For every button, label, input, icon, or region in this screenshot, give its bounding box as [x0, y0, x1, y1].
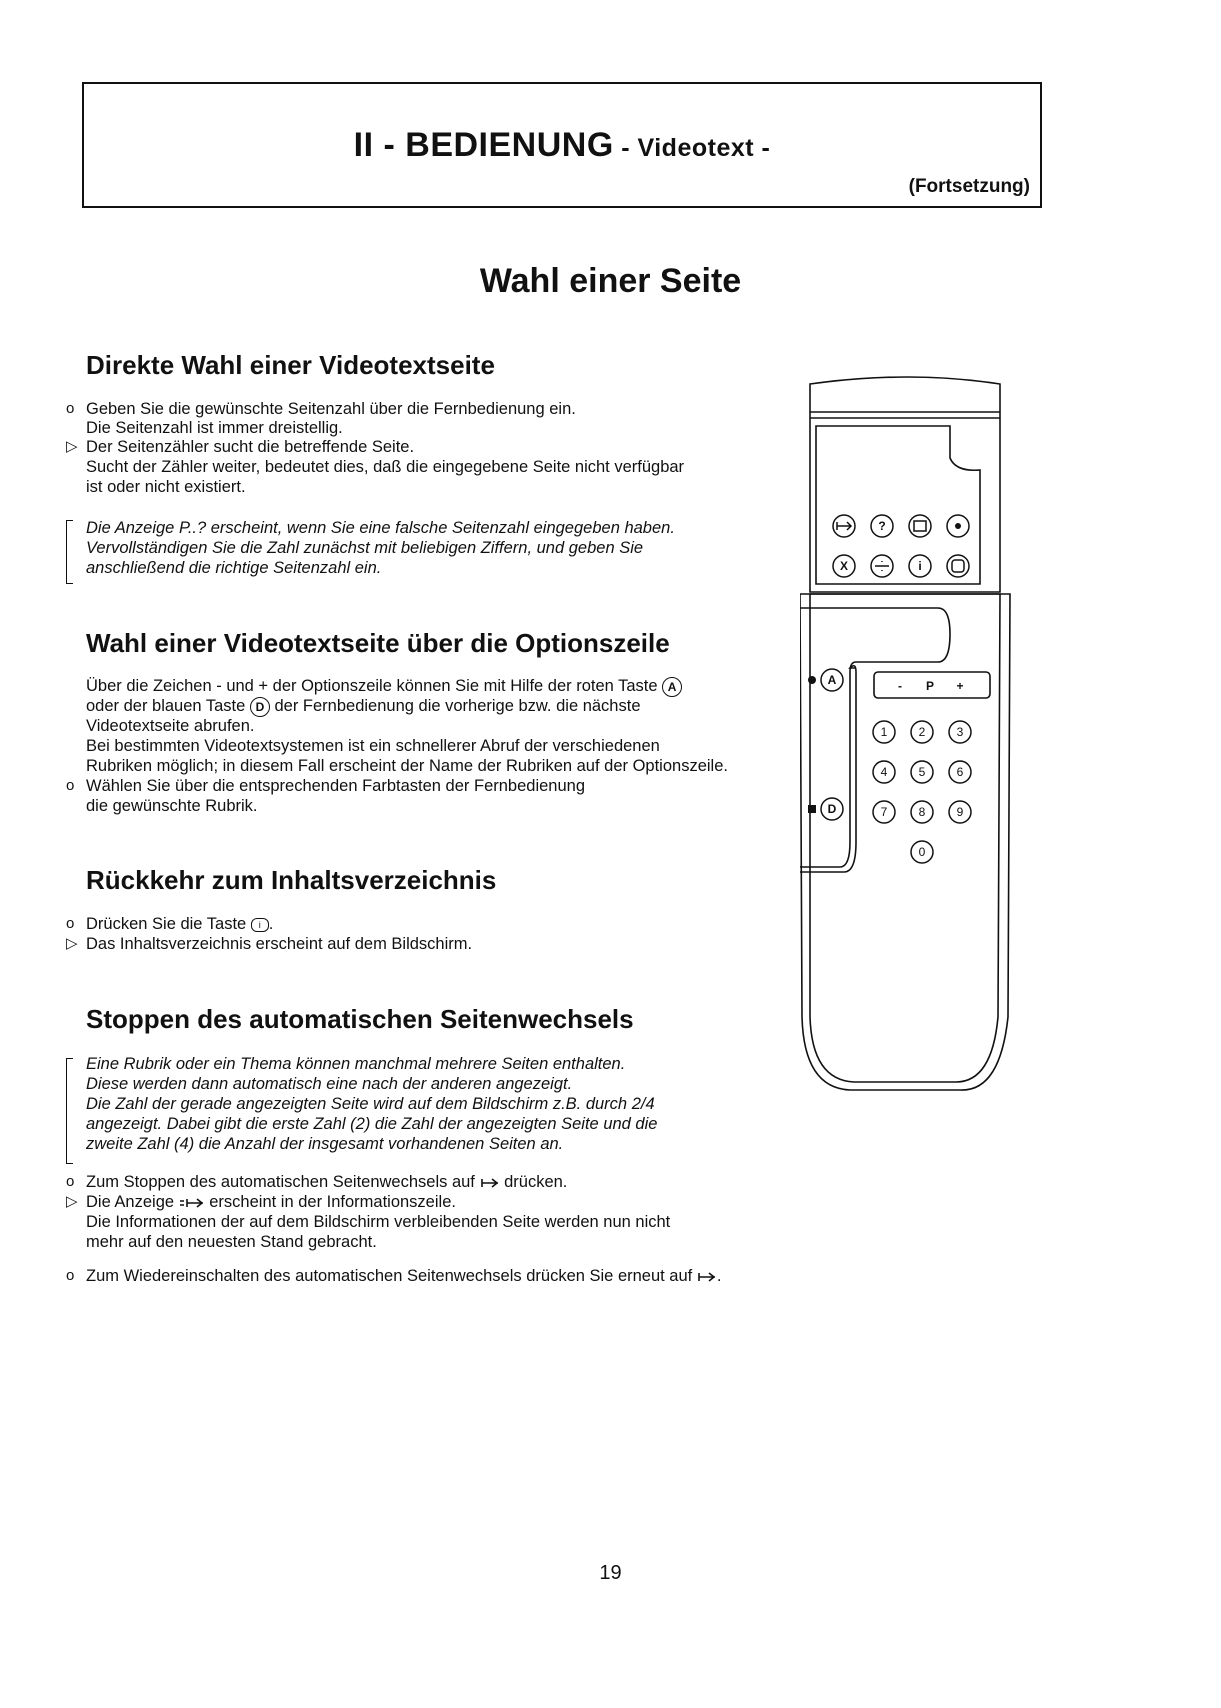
text-segment: Über die Zeichen - und + der Optionszeile können Sie mit Hilfe der roten Taste — [86, 677, 658, 695]
page-title: Wahl einer Seite — [479, 262, 742, 300]
text-line — [86, 696, 641, 717]
red-dot-icon — [808, 676, 816, 684]
red-key-a-icon: A — [662, 677, 682, 697]
note-line: Vervollständigen Sie die Zahl zunächst mit beliebigen Ziffern, und geben Sie — [86, 539, 644, 557]
program-p-label: P — [925, 679, 935, 693]
header-title — [84, 126, 1040, 165]
header-title-main: II - BEDIENUNG — [353, 126, 614, 164]
note-bracket — [66, 520, 73, 584]
bullet-marker: o — [66, 400, 75, 417]
text-line: ist oder nicht existiert. — [86, 478, 246, 496]
text-segment: . — [268, 915, 274, 933]
digit-label: 7 — [880, 805, 888, 819]
text-line — [86, 914, 273, 934]
hold-key-icon — [480, 1176, 500, 1190]
header-box — [82, 82, 1042, 208]
text-segment: Drücken Sie die Taste — [86, 915, 247, 933]
bullet-marker: o — [66, 1173, 75, 1190]
index-key-icon: i — [251, 918, 269, 932]
remote-control-illustration — [800, 372, 1020, 1107]
bullet-marker: o — [66, 915, 75, 932]
text-line: Rubriken möglich; in diesem Fall erscheint der Name der Rubriken auf der Optionszeile. — [86, 757, 728, 775]
digit-label: 6 — [956, 765, 964, 779]
note-line: Diese werden dann automatisch eine nach der anderen angezeigt. — [86, 1075, 573, 1093]
section-heading-direct: Direkte Wahl einer Videotextseite — [86, 350, 495, 380]
text-line: Das Inhaltsverzeichnis erscheint auf dem Bildschirm. — [86, 935, 473, 953]
digit-label: 3 — [956, 725, 964, 739]
text-line: Die Informationen der auf dem Bildschirm verbleibenden Seite werden nun nicht — [86, 1213, 671, 1231]
bullet-marker: o — [66, 1267, 75, 1284]
text-segment: Zum Stoppen des automatischen Seitenwechsels auf — [86, 1173, 475, 1191]
digit-label: 2 — [918, 725, 926, 739]
header-continuation: (Fortsetzung) — [908, 176, 1030, 197]
text-line: Videotextseite abrufen. — [86, 717, 255, 735]
text-line: mehr auf den neuesten Stand gebracht. — [86, 1233, 377, 1251]
text-line — [86, 1172, 567, 1192]
text-line: die gewünschte Rubrik. — [86, 797, 258, 815]
digit-label: 0 — [918, 845, 926, 859]
mix-key-icon — [909, 515, 931, 537]
text-line: Geben Sie die gewünschte Seitenzahl über die Fernbedienung ein. — [86, 400, 576, 418]
note-line: Eine Rubrik oder ein Thema können manchmal mehrere Seiten enthalten. — [86, 1055, 626, 1073]
text-line — [86, 1192, 456, 1212]
cancel-key-label: X — [839, 559, 849, 573]
red-key-label: A — [827, 673, 837, 687]
text-line — [86, 676, 682, 697]
digit-label: 8 — [918, 805, 926, 819]
text-line: Wählen Sie über die entsprechenden Farbtasten der Fernbedienung — [86, 777, 585, 795]
index-key-label: i — [918, 559, 922, 573]
arrow-marker: ▷ — [66, 438, 78, 455]
remote-upper-housing — [810, 377, 1000, 592]
arrow-marker: ▷ — [66, 1193, 78, 1210]
text-line: Bei bestimmten Videotextsystemen ist ein schnellerer Abruf der verschiedenen — [86, 737, 660, 755]
note-line: angezeigt. Dabei gibt die erste Zahl (2) die Zahl der angezeigten Seite und die — [86, 1115, 658, 1133]
text-line: Die Seitenzahl ist immer dreistellig. — [86, 419, 343, 437]
text-line — [86, 1266, 721, 1286]
hold-key-icon — [697, 1270, 717, 1284]
section-heading-stop: Stoppen des automatischen Seitenwechsels — [86, 1004, 634, 1034]
digit-label: 5 — [918, 765, 926, 779]
hold-indicator-icon — [179, 1196, 205, 1210]
arrow-marker: ▷ — [66, 935, 78, 952]
text-line: Sucht der Zähler weiter, bedeutet dies, daß die eingegebene Seite nicht verfügbar — [86, 458, 685, 476]
text-segment: erscheint in der Informationszeile. — [209, 1193, 456, 1211]
text-segment: Zum Wiedereinschalten des automatischen Seitenwechsels drücken Sie erneut auf — [86, 1267, 693, 1285]
text-segment: der Fernbedienung die vorherige bzw. die nächste — [274, 697, 641, 715]
note-line: zweite Zahl (4) die Anzahl der insgesamt vorhandenen Seiten an. — [86, 1135, 564, 1153]
header-title-sub: - Videotext - — [613, 134, 771, 162]
digit-label: 9 — [956, 805, 964, 819]
text-segment: oder der blauen Taste — [86, 697, 246, 715]
bullet-marker: o — [66, 777, 75, 794]
text-line: Der Seitenzähler sucht die betreffende Seite. — [86, 438, 415, 456]
text-segment: . — [716, 1267, 722, 1285]
blue-key-d-icon: D — [250, 697, 270, 717]
note-bracket — [66, 1058, 73, 1164]
question-key-label: ? — [878, 519, 886, 533]
digit-label: 4 — [880, 765, 888, 779]
note-line: Die Zahl der gerade angezeigten Seite wird auf dem Bildschirm z.B. durch 2/4 — [86, 1095, 655, 1113]
teletext-key-icon — [947, 555, 969, 577]
program-plus-label: + — [956, 679, 964, 693]
note-line: anschließend die richtige Seitenzahl ein. — [86, 559, 382, 577]
section-heading-return: Rückkehr zum Inhaltsverzeichnis — [86, 865, 497, 895]
blue-square-icon — [808, 805, 816, 813]
text-segment: Die Anzeige — [86, 1193, 175, 1211]
program-minus-label: - — [898, 679, 902, 693]
text-segment: drücken. — [504, 1173, 568, 1191]
section-heading-options: Wahl einer Videotextseite über die Optionszeile — [86, 628, 670, 658]
note-line: Die Anzeige P..? erscheint, wenn Sie eine falsche Seitenzahl eingegeben haben. — [86, 519, 675, 537]
page-number: 19 — [599, 1562, 622, 1584]
blue-key-label: D — [827, 802, 837, 816]
digit-label: 1 — [880, 725, 888, 739]
